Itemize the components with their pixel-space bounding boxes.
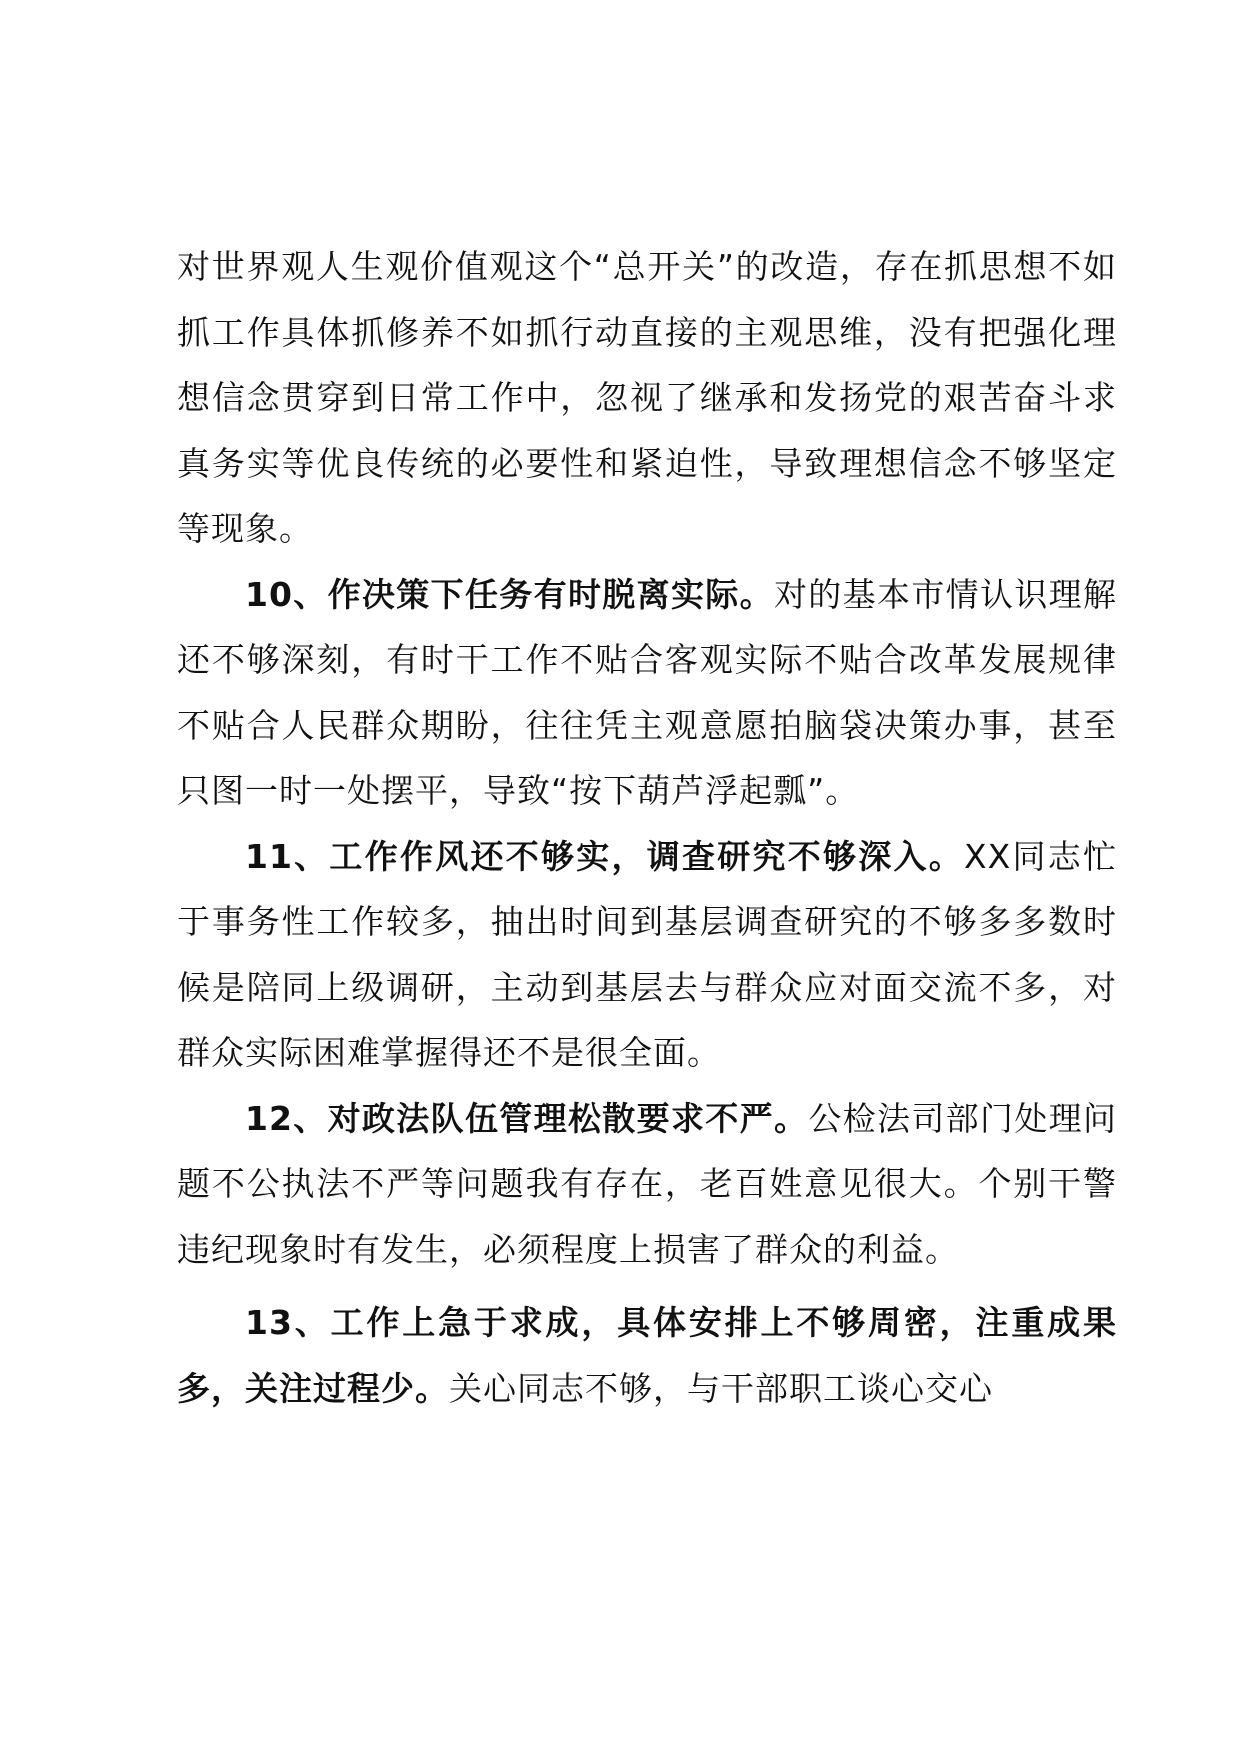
paragraph-text: XX同志忙于事务性工作较多，抽出时间到基层调查研究的不够多多数时候是陪同上级调研，主动到基层去与群众应对面交流不多，对群众实际困难掌握得还不是很全面。 [177,836,1117,1072]
paragraph-text: 公检法司部门处理问题不公执法不严等问题我有存在，老百姓意见很大。个别干警违纪现象时有发生，必须程度上损害了群众的利益。 [177,1098,1117,1269]
paragraph-text: 对的基本市情认识理解还不够深刻，有时干工作不贴合客观实际不贴合改革发展规律不贴合人民群众期盼，往往凭主观意愿拍脑袋决策办事，甚至只图一时一处摆平，导致“按下葫芦浮起瓢”。 [177,574,1117,810]
paragraph-item-13 [177,1290,1117,1421]
paragraph-item-11 [177,824,1117,1086]
paragraph-continuation [177,234,1117,562]
paragraph-item-10 [177,562,1117,824]
paragraph-text: 关心同志不够，与干部职工谈心交心 [449,1368,993,1408]
paragraph-lead: 11、工作作风还不够实，调查研究不够深入。 [245,836,965,876]
paragraph-text: 对世界观人生观价值观这个“总开关”的改造，存在抓思想不如抓工作具体抓修养不如抓行动直接的主观思维，没有把强化理想信念贯穿到日常工作中，忽视了继承和发扬党的艰苦奋斗求真务实等优良传统的必要性和紧迫性，导致理想信念不够坚定等现象。 [177,247,1117,548]
paragraph-item-12 [177,1086,1117,1283]
paragraph-lead: 12、对政法队伍管理松散要求不严。 [245,1098,809,1138]
paragraph-lead: 10、作决策下任务有时脱离实际。 [245,574,774,614]
paragraph-lead: 13、工作上急于求成，具体安排上不够周密，注重成果多，关注过程少。 [177,1303,1117,1408]
document-body [177,234,1117,1421]
